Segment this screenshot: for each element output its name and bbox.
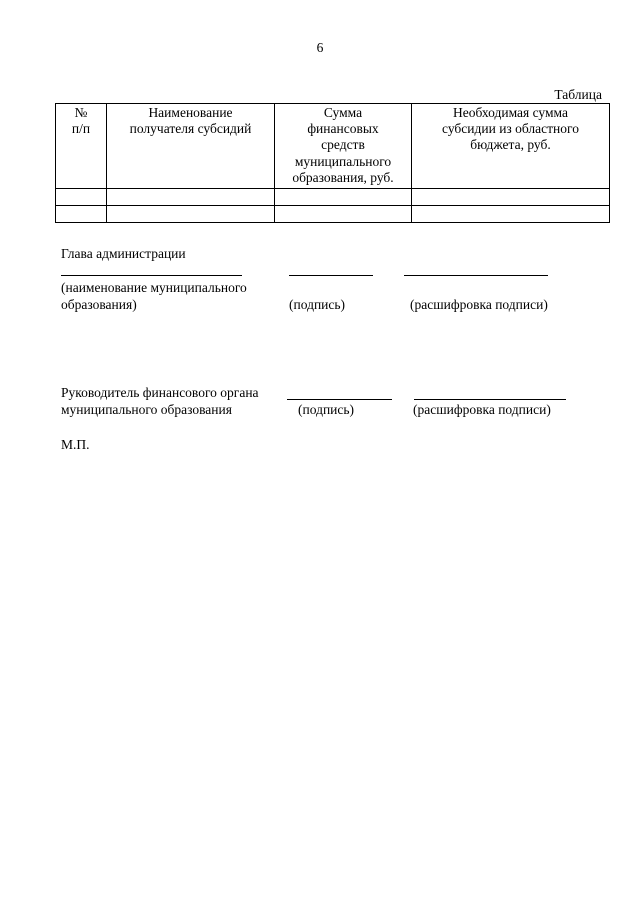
table-cell xyxy=(107,205,275,222)
table-cell xyxy=(107,188,275,205)
table-cell xyxy=(275,205,412,222)
head-decoding-label: (расшифровка подписи) xyxy=(410,297,548,312)
table-cell xyxy=(56,205,107,222)
finance-signature-label: (подпись) xyxy=(298,402,355,417)
table-cell xyxy=(275,188,412,205)
table-cell xyxy=(412,188,610,205)
table-row xyxy=(56,205,610,222)
head-admin-title: Глава администрации xyxy=(61,246,186,261)
header-number: № п/п xyxy=(56,104,107,189)
table-header-row xyxy=(56,104,610,189)
finance-decoding-line xyxy=(414,399,566,400)
head-decoding-line xyxy=(404,275,548,276)
table-cell xyxy=(56,188,107,205)
table-cell xyxy=(412,205,610,222)
table-row xyxy=(56,188,610,205)
table-caption: Таблица xyxy=(554,87,602,102)
seal-mark: М.П. xyxy=(61,437,90,452)
header-regional-amount: Необходимая сумма субсидии из областного бюджета, руб. xyxy=(412,104,610,189)
municipality-name-label-2: образования) xyxy=(61,297,137,312)
finance-signature-line xyxy=(287,399,392,400)
finance-head-title-2: муниципального образования xyxy=(61,402,232,417)
finance-decoding-label: (расшифровка подписи) xyxy=(413,402,551,417)
finance-head-title-1: Руководитель финансового органа xyxy=(61,385,259,400)
header-municipal-amount: Сумма финансовых средств муниципального образования, руб. xyxy=(275,104,412,189)
municipality-name-line xyxy=(61,275,242,276)
head-signature-line xyxy=(289,275,373,276)
municipality-name-label-1: (наименование муниципального xyxy=(61,280,247,295)
header-recipient: Наименование получателя субсидий xyxy=(107,104,275,189)
subsidy-table xyxy=(55,103,610,223)
page-number: 6 xyxy=(316,40,324,55)
head-signature-label: (подпись) xyxy=(289,297,346,312)
